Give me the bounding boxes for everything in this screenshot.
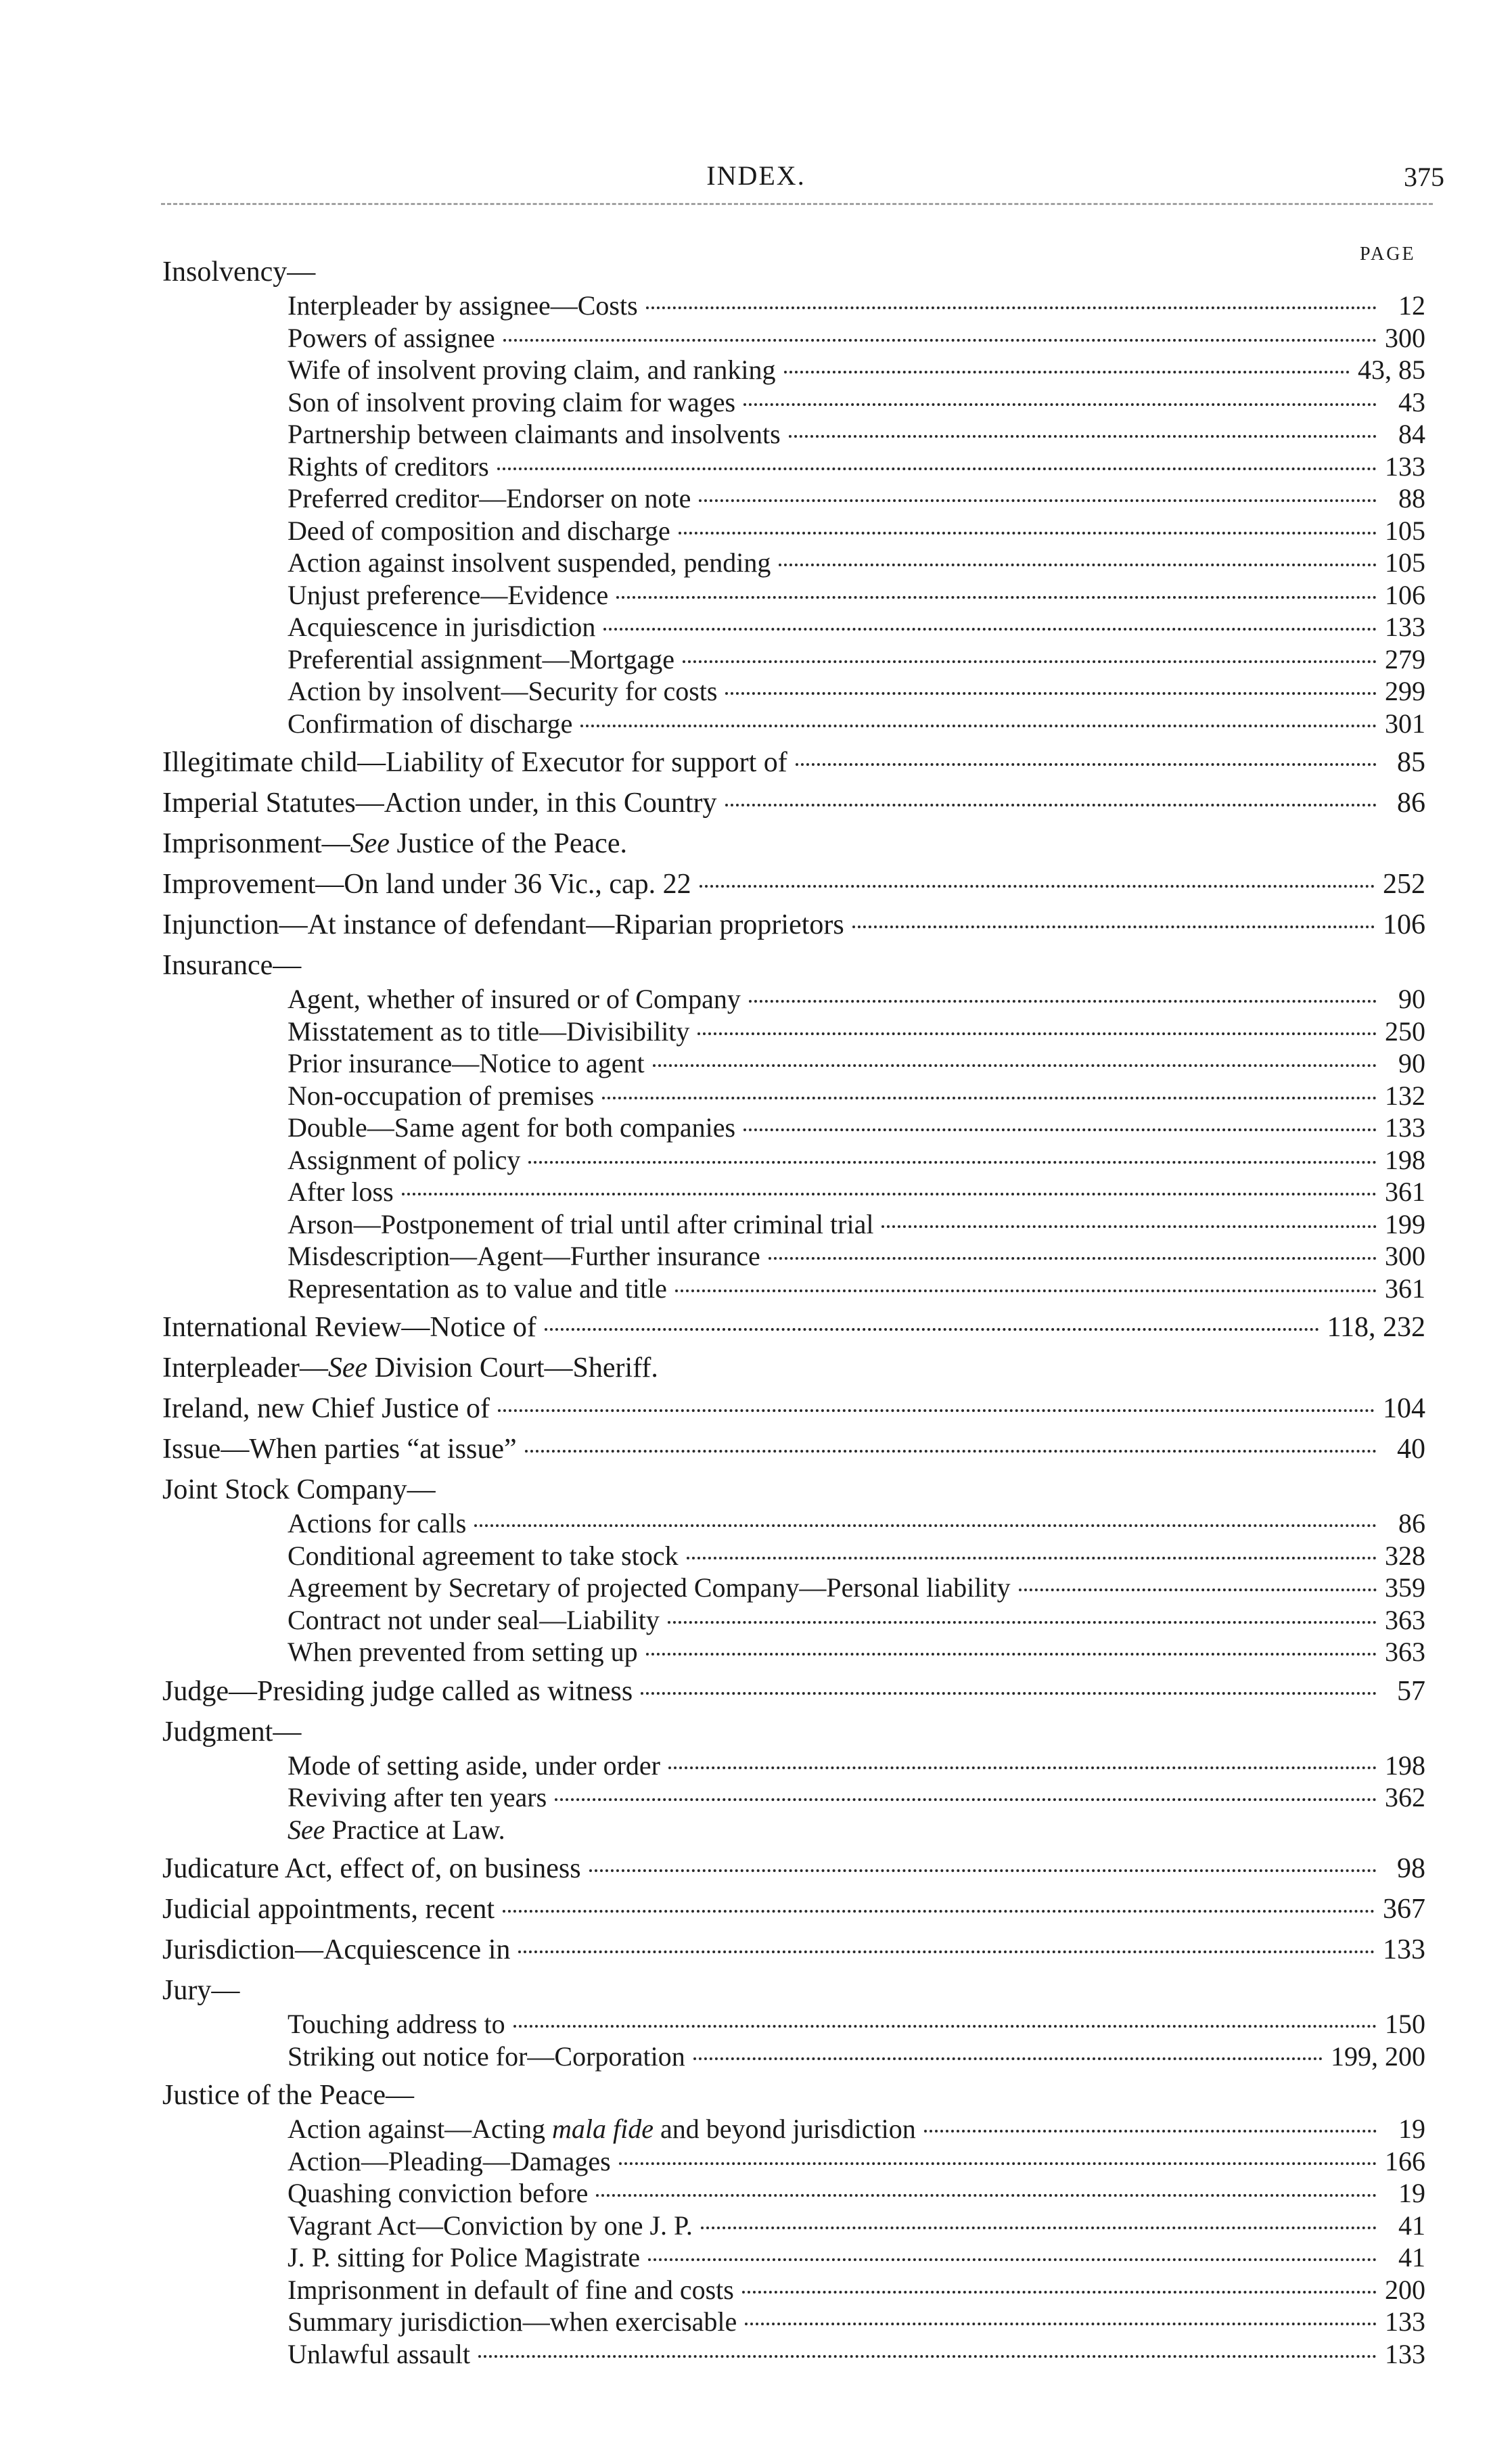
entry-heading	[162, 1350, 1425, 1386]
entry-heading	[162, 1892, 1425, 1927]
dot-leader	[474, 1524, 1377, 1527]
sub-entry	[162, 675, 1425, 708]
sub-entry-text: Partnership between claimants and insolvents	[288, 419, 781, 449]
dot-leader	[402, 1193, 1377, 1195]
entry-heading-text: Joint Stock Company—	[162, 1474, 436, 1505]
dot-leader	[668, 1766, 1377, 1769]
page-ref: 361	[1385, 1177, 1425, 1207]
page-column-label: PAGE	[1360, 244, 1416, 265]
page-ref: 43	[1398, 386, 1425, 417]
sub-entry-text: Misstatement as to title—Divisibility	[288, 1016, 690, 1047]
page-ref: 299	[1385, 676, 1425, 706]
page-ref: 106	[1385, 579, 1425, 610]
entry-heading-text: Imperial Statutes—Action under, in this Country	[162, 788, 717, 819]
sub-entry-text: Misdescription—Agent—Further insurance	[288, 1241, 760, 1271]
index-list	[0, 242, 1512, 2370]
dot-leader	[555, 1798, 1377, 1801]
page-ref: 86	[1397, 788, 1425, 819]
dot-leader	[498, 1409, 1375, 1412]
sub-entry	[162, 1507, 1425, 1540]
entry-heading	[162, 254, 1425, 290]
sub-entry-text: Prior insurance—Notice to agent	[288, 1048, 645, 1078]
sub-entry	[162, 1080, 1425, 1112]
sub-entry-text: Rights of creditors	[288, 451, 489, 482]
dot-leader	[589, 1869, 1377, 1872]
sub-entry	[162, 1750, 1425, 1782]
entry-heading	[162, 867, 1425, 902]
dot-leader	[646, 1653, 1377, 1656]
sub-entry-text: Powers of assignee	[288, 322, 495, 353]
text-part: Imprisonment—	[162, 828, 350, 859]
dot-leader	[743, 403, 1377, 406]
index-entry	[162, 1310, 1425, 1345]
dot-leader	[518, 1950, 1375, 1953]
page-ref: 133	[1385, 2338, 1425, 2369]
sub-entry-text: Summary jurisdiction—when exercisable	[288, 2306, 737, 2337]
page-ref: 363	[1385, 1637, 1425, 1667]
sub-entry	[162, 290, 1425, 322]
dot-leader	[796, 763, 1377, 766]
sub-entry-text: Action—Pleading—Damages	[288, 2145, 611, 2176]
text-part: Interpleader—	[162, 1352, 328, 1384]
sub-entry-text: Representation as to value and title	[288, 1273, 667, 1304]
index-entry	[162, 1714, 1425, 1846]
page-ref: 41	[1398, 2242, 1425, 2273]
dot-leader	[528, 1161, 1377, 1164]
index-entry	[162, 1432, 1425, 1467]
entry-heading-text: Insolvency—	[162, 256, 316, 288]
page-ref: 90	[1398, 1048, 1425, 1078]
page-ref: 133	[1385, 2306, 1425, 2337]
page-ref: 98	[1397, 1853, 1425, 1884]
sub-entry-text: Reviving after ten years	[288, 1782, 547, 1812]
sub-entry	[162, 451, 1425, 483]
sub-entry-text: Confirmation of discharge	[288, 708, 573, 739]
sub-entry	[162, 1144, 1425, 1177]
page-ref: 133	[1383, 1934, 1425, 1965]
dot-leader	[697, 1032, 1377, 1035]
page-title: INDEX.	[706, 160, 806, 191]
entry-heading-text: Judge—Presiding judge called as witness	[162, 1675, 633, 1707]
dot-leader	[616, 596, 1377, 599]
sub-entry	[162, 1176, 1425, 1208]
sub-entry-text: Vagrant Act—Conviction by one J. P.	[288, 2210, 693, 2241]
page-ref: 86	[1398, 1508, 1425, 1538]
dot-leader	[503, 1910, 1375, 1913]
entry-heading	[162, 745, 1425, 780]
sub-entry	[162, 1273, 1425, 1305]
page-ref: 85	[1397, 747, 1425, 778]
entry-heading	[162, 948, 1425, 983]
sub-entry	[162, 2338, 1425, 2371]
dot-leader	[1019, 1589, 1377, 1591]
sub-entry-text: When prevented from setting up	[288, 1637, 638, 1667]
dot-leader	[745, 2323, 1377, 2325]
dot-leader	[852, 926, 1375, 928]
sub-entry	[162, 983, 1425, 1016]
sub-entry-text: Imprisonment in default of fine and costs	[288, 2274, 734, 2305]
dot-leader	[725, 804, 1377, 806]
sub-entry-text	[288, 1814, 505, 1846]
page-ref: 84	[1398, 419, 1425, 449]
index-entry	[162, 745, 1425, 780]
dot-leader	[648, 2258, 1377, 2261]
page-ref: 106	[1383, 909, 1425, 940]
page-ref: 150	[1385, 2009, 1425, 2039]
sub-entry-text: Double—Same agent for both companies	[288, 1112, 736, 1143]
page-ref: 328	[1385, 1540, 1425, 1571]
page-ref: 105	[1385, 547, 1425, 578]
sub-entry-text: Unlawful assault	[288, 2338, 470, 2369]
entry-heading	[162, 1674, 1425, 1709]
text-part: mala fide	[552, 2114, 654, 2144]
entry-heading	[162, 785, 1425, 821]
sub-entry-text	[288, 2113, 916, 2145]
index-entry	[162, 826, 1425, 861]
dot-leader	[679, 532, 1377, 534]
page-ref: 40	[1397, 1434, 1425, 1465]
dot-leader	[742, 2291, 1377, 2294]
sub-entry	[162, 1781, 1425, 1814]
index-entry	[162, 1674, 1425, 1709]
sub-entry	[162, 611, 1425, 643]
page-ref: 279	[1385, 643, 1425, 675]
dot-leader	[478, 2355, 1377, 2358]
index-entry	[162, 254, 1425, 739]
entry-heading	[162, 1391, 1425, 1426]
sub-entry	[162, 2210, 1425, 2242]
sub-entry-text: Preferential assignment—Mortgage	[288, 643, 675, 675]
dot-leader	[784, 371, 1350, 373]
dot-leader	[675, 1290, 1377, 1292]
dot-leader	[619, 2162, 1377, 2165]
entry-heading-text: Illegitimate child—Liability of Executor for support of	[162, 747, 787, 778]
entry-heading	[162, 1432, 1425, 1467]
index-entry	[162, 1851, 1425, 1886]
entry-heading	[162, 1851, 1425, 1886]
sub-entry	[162, 708, 1425, 740]
entry-heading	[162, 1310, 1425, 1345]
index-entry	[162, 1350, 1425, 1386]
sub-entry	[162, 2145, 1425, 2178]
entry-heading-text: Insurance—	[162, 950, 302, 981]
index-entry	[162, 785, 1425, 821]
header-rule	[161, 203, 1433, 205]
sub-entry-text: Preferred creditor—Endorser on note	[288, 483, 691, 514]
dot-leader	[725, 692, 1377, 695]
sub-entry-text: Action by insolvent—Security for costs	[288, 676, 718, 706]
page-ref: 198	[1385, 1750, 1425, 1781]
page-ref: 250	[1385, 1016, 1425, 1047]
page-ref: 12	[1398, 290, 1425, 321]
entry-heading-text: Issue—When parties “at issue”	[162, 1434, 517, 1465]
entry-heading-text: Judgment—	[162, 1716, 302, 1748]
entry-heading-text: International Review—Notice of	[162, 1312, 536, 1343]
sub-entry-text: Assignment of policy	[288, 1144, 521, 1175]
sub-entry	[162, 1112, 1425, 1144]
sub-entry-text: Deed of composition and discharge	[288, 515, 670, 546]
sub-entry	[162, 643, 1425, 676]
index-entry	[162, 1892, 1425, 1927]
dot-leader	[525, 1450, 1377, 1453]
dot-leader	[603, 628, 1377, 631]
page-ref: 200	[1385, 2274, 1425, 2305]
sub-entry-text: Interpleader by assignee—Costs	[288, 290, 638, 321]
entry-heading-text	[162, 826, 627, 861]
page-ref: 88	[1398, 483, 1425, 514]
sub-entry	[162, 2306, 1425, 2338]
page-number: 375	[1404, 162, 1444, 192]
entry-heading	[162, 1714, 1425, 1750]
sub-entry	[162, 2008, 1425, 2040]
sub-entry-text: Touching address to	[288, 2009, 505, 2039]
page-ref: 199	[1385, 1208, 1425, 1239]
sub-entry	[162, 2177, 1425, 2210]
dot-leader	[513, 2025, 1377, 2028]
page-ref: 105	[1385, 515, 1425, 546]
sub-entry-text: Unjust preference—Evidence	[288, 579, 609, 610]
entry-heading-text: Judicial appointments, recent	[162, 1894, 495, 1925]
entry-heading	[162, 1472, 1425, 1507]
sub-entry	[162, 1540, 1425, 1572]
sub-entry	[162, 322, 1425, 355]
text-part: See	[288, 1814, 325, 1845]
entry-heading	[162, 826, 1425, 861]
page-ref: 361	[1385, 1273, 1425, 1304]
entry-heading-text: Injunction—At instance of defendant—Riparian proprietors	[162, 909, 844, 940]
entry-heading	[162, 1932, 1425, 1967]
text-part: See	[350, 828, 390, 859]
entry-heading-text: Improvement—On land under 36 Vic., cap. 22	[162, 869, 691, 900]
entry-heading-text: Jurisdiction—Acquiescence in	[162, 1934, 511, 1965]
sub-entry-text: Quashing conviction before	[288, 2178, 589, 2208]
page-ref: 166	[1385, 2145, 1425, 2176]
sub-entry	[162, 579, 1425, 612]
index-entry	[162, 907, 1425, 942]
page-ref: 104	[1383, 1393, 1425, 1424]
dot-leader	[779, 564, 1377, 566]
page-ref: 19	[1398, 2114, 1425, 2144]
dot-leader	[668, 1621, 1377, 1624]
page-ref: 43, 85	[1358, 355, 1425, 385]
sub-entry-text: Acquiescence in jurisdiction	[288, 612, 596, 642]
dot-leader	[683, 660, 1377, 663]
page-ref: 19	[1398, 2178, 1425, 2208]
index-entry	[162, 1932, 1425, 1967]
index-entry	[162, 2078, 1425, 2370]
page-ref: 367	[1383, 1894, 1425, 1925]
sub-entry	[162, 2274, 1425, 2306]
sub-entry-text: Conditional agreement to take stock	[288, 1540, 679, 1571]
page-ref: 363	[1385, 1604, 1425, 1635]
page-ref: 362	[1385, 1782, 1425, 1812]
dot-leader	[596, 2194, 1377, 2197]
index-entry	[162, 948, 1425, 1304]
dot-leader	[881, 1225, 1377, 1228]
sub-entry-text: Actions for calls	[288, 1508, 467, 1538]
sub-entry-text: Son of insolvent proving claim for wages	[288, 386, 736, 417]
page-ref: 133	[1385, 612, 1425, 642]
dot-leader	[503, 339, 1377, 342]
page-ref: 90	[1398, 984, 1425, 1014]
text-part: Action against—Acting	[288, 2114, 553, 2144]
sub-entry	[162, 547, 1425, 579]
sub-entry	[162, 1240, 1425, 1273]
entry-heading	[162, 1973, 1425, 2008]
sub-entry	[162, 418, 1425, 451]
dot-leader	[749, 1000, 1377, 1003]
sub-entry	[162, 1814, 1425, 1846]
page-ref: 41	[1398, 2210, 1425, 2241]
text-part: Justice of the Peace.	[389, 828, 627, 859]
text-part: and beyond jurisdiction	[654, 2114, 916, 2144]
sub-entry	[162, 2113, 1425, 2145]
sub-entry-text: Agreement by Secretary of projected Company—Personal liability	[288, 1572, 1011, 1603]
sub-entry	[162, 1047, 1425, 1080]
page-ref: 133	[1385, 1112, 1425, 1143]
sub-entry	[162, 354, 1425, 386]
page-ref: 359	[1385, 1572, 1425, 1603]
entry-heading-text: Justice of the Peace—	[162, 2080, 415, 2111]
entry-heading-text: Ireland, new Chief Justice of	[162, 1393, 490, 1424]
page-ref: 300	[1385, 1241, 1425, 1271]
sub-entry	[162, 515, 1425, 547]
page-ref: 252	[1383, 869, 1425, 900]
sub-entry	[162, 2040, 1425, 2073]
dot-leader	[700, 885, 1375, 888]
entry-heading	[162, 2078, 1425, 2113]
entry-heading-text: Judicature Act, effect of, on business	[162, 1853, 581, 1884]
page-ref: 300	[1385, 322, 1425, 353]
dot-leader	[602, 1097, 1377, 1099]
sub-entry-text: Mode of setting aside, under order	[288, 1750, 660, 1781]
dot-leader	[580, 725, 1377, 727]
text-part: Division Court—Sheriff.	[367, 1352, 658, 1384]
dot-leader	[789, 435, 1377, 438]
sub-entry-text: Wife of insolvent proving claim, and ranking	[288, 355, 776, 385]
sub-entry	[162, 482, 1425, 515]
page-ref: 301	[1385, 708, 1425, 739]
page-ref: 132	[1385, 1080, 1425, 1111]
sub-entry	[162, 1208, 1425, 1241]
sub-entry	[162, 1572, 1425, 1604]
index-entry	[162, 1391, 1425, 1426]
dot-leader	[646, 306, 1377, 309]
dot-leader	[699, 499, 1377, 502]
entry-heading-text: Jury—	[162, 1975, 240, 2006]
sub-entry	[162, 1604, 1425, 1637]
dot-leader	[687, 1557, 1377, 1559]
sub-entry-text: Arson—Postponement of trial until after criminal trial	[288, 1208, 874, 1239]
sub-entry-text: J. P. sitting for Police Magistrate	[288, 2242, 641, 2273]
dot-leader	[743, 1128, 1377, 1131]
page-ref: 118, 232	[1327, 1312, 1425, 1343]
dot-leader	[924, 2130, 1377, 2132]
index-entry	[162, 1472, 1425, 1668]
page-ref: 198	[1385, 1144, 1425, 1175]
sub-entry	[162, 1636, 1425, 1668]
dot-leader	[701, 2227, 1377, 2229]
dot-leader	[653, 1064, 1377, 1067]
sub-entry	[162, 2241, 1425, 2274]
text-part: See	[327, 1352, 368, 1384]
entry-heading-text	[162, 1350, 658, 1386]
sub-entry-text: Non-occupation of premises	[288, 1080, 595, 1111]
dot-leader	[693, 2057, 1323, 2060]
sub-entry	[162, 1016, 1425, 1048]
index-entry	[162, 1973, 1425, 2072]
dot-leader	[641, 1692, 1377, 1695]
sub-entry-text: Agent, whether of insured or of Company	[288, 984, 741, 1014]
sub-entry-text: Contract not under seal—Liability	[288, 1604, 660, 1635]
sub-entry	[162, 386, 1425, 419]
page-ref: 133	[1385, 451, 1425, 482]
text-part: Practice at Law.	[325, 1814, 505, 1845]
index-entry	[162, 867, 1425, 902]
dot-leader	[769, 1257, 1377, 1260]
entry-heading	[162, 907, 1425, 942]
dot-leader	[497, 467, 1377, 470]
dot-leader	[545, 1328, 1319, 1331]
sub-entry-text: After loss	[288, 1177, 394, 1207]
page-ref: 199, 200	[1331, 2040, 1425, 2072]
sub-entry-text: Action against insolvent suspended, pending	[288, 547, 771, 578]
page-ref: 57	[1397, 1675, 1425, 1707]
sub-entry-text: Striking out notice for—Corporation	[288, 2040, 685, 2072]
